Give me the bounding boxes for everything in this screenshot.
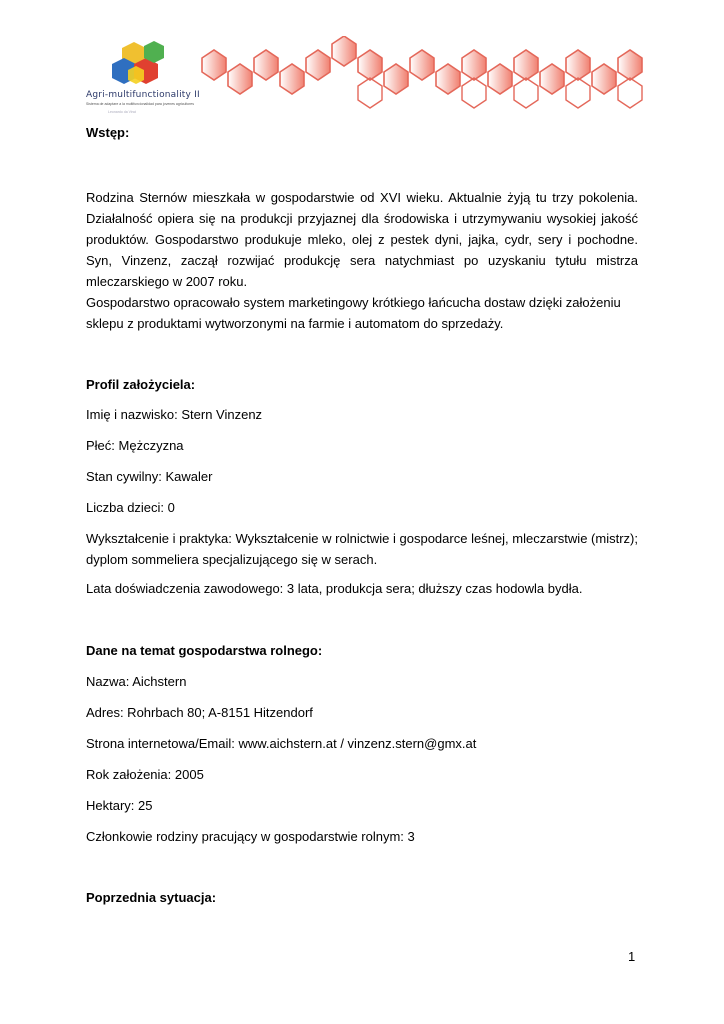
logo-subtitle-secondary: Leonardo da Vinci (108, 110, 137, 114)
logo-hexagons-graphic (84, 40, 204, 90)
project-logo (84, 40, 204, 120)
farm-website-email: Strona internetowa/Email: www.aichstern.at / vinzenz.stern@gmx.at (86, 736, 477, 751)
farm-family-members: Członkowie rodziny pracujący w gospodarstwie rolnym: 3 (86, 829, 415, 844)
founder-experience: Lata doświadczenia zawodowego: 3 lata, produkcja sera; dłuższy czas hodowla bydła. (86, 581, 583, 596)
intro-heading: Wstęp: (86, 125, 130, 140)
intro-paragraph-2: Gospodarstwo opracowało system marketingowy krótkiego łańcucha dostaw dzięki założeniu sklepu z produktami wytworzonymi na farmie i automatom do sprzedaży. (86, 295, 621, 331)
farm-founding-year: Rok założenia: 2005 (86, 767, 204, 782)
farm-heading: Dane na temat gospodarstwa rolnego: (86, 643, 323, 658)
page-number: 1 (628, 949, 636, 964)
logo-subtitle: Sistema de adaptare a la multifuncionalidad para jovenes agricultores (86, 102, 194, 106)
founder-heading: Profil założyciela: (86, 377, 196, 392)
previous-situation-heading: Poprzednia sytuacja: (86, 890, 217, 905)
founder-marital-status: Stan cywilny: Kawaler (86, 469, 213, 484)
logo-title: Agri-multifunctionality II (86, 90, 200, 100)
farm-name: Nazwa: Aichstern (86, 674, 187, 689)
farm-hectares: Hektary: 25 (86, 798, 153, 813)
decorative-hexagon-band (194, 36, 654, 118)
page-header (84, 36, 644, 118)
founder-children: Liczba dzieci: 0 (86, 500, 175, 515)
intro-paragraph-1: Rodzina Sternów mieszkała w gospodarstwie od XVI wieku. Aktualnie żyją tu trzy pokolenia. Działalność opiera się na produkcji przyjaznej dla środowiska i utrzymywaniu wysokiej jakość produktów. Gospodarstwo produkuje mleko, olej z pestek dyni, jajka, cydr, sery i pochodne. Syn, Vinzenz, zaczął rozwijać produkcję sera natychmiast po uzyskaniu tytułu mistrza mleczarskiego w 2007 roku. (86, 190, 638, 289)
founder-education: Wykształcenie i praktyka: Wykształcenie w rolnictwie i gospodarce leśnej, mleczarstwie (mistrz); dyplom sommeliera specjalizującego się w serach. (86, 531, 638, 567)
founder-name: Imię i nazwisko: Stern Vinzenz (86, 407, 263, 422)
farm-address: Adres: Rohrbach 80; A-8151 Hitzendorf (86, 705, 313, 720)
founder-gender: Płeć: Mężczyzna (86, 438, 184, 453)
